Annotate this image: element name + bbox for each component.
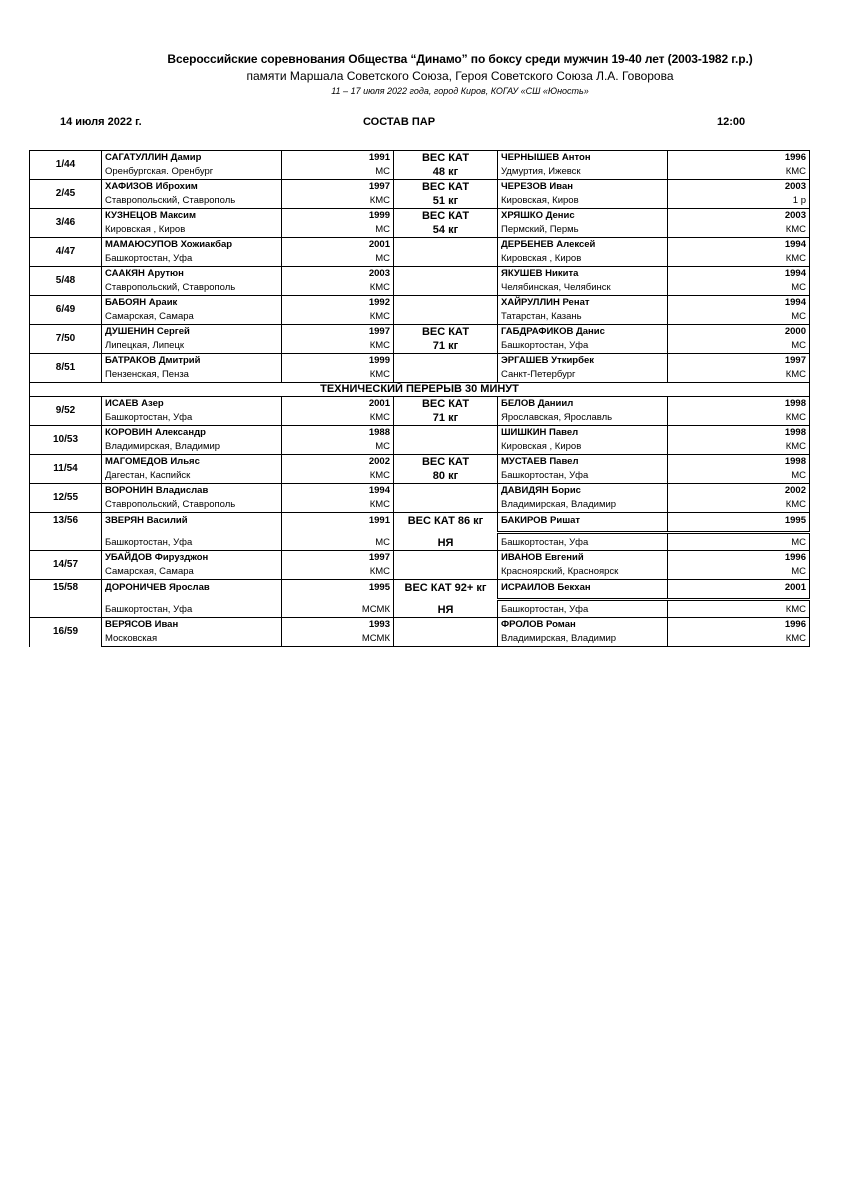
red-corner-year: 1991 [282, 151, 394, 166]
blue-corner-region: Санкт-Петербург [498, 368, 668, 383]
weight-category-value [394, 252, 498, 267]
blue-corner-rank: КМС [668, 632, 810, 647]
blue-corner-rank: КМС [668, 223, 810, 238]
blue-corner-rank: КМС [668, 165, 810, 180]
event-title: Всероссийские соревнования Общества “Динамо” по боксу среди мужчин 19-40 лет (2003-1982 г.р.) [167, 52, 753, 66]
red-corner-region: Самарская, Самара [102, 310, 282, 325]
red-corner-rank: КМС [282, 368, 394, 383]
blue-corner-region: Башкортостан, Уфа [498, 600, 668, 618]
bout-row [30, 618, 810, 633]
bout-row-details [30, 533, 810, 551]
blue-corner-rank: МС [668, 310, 810, 325]
bout-row [30, 580, 810, 600]
blue-corner-region: Башкортостан, Уфа [498, 469, 668, 484]
bout-row-details [30, 368, 810, 383]
red-corner-name: КУЗНЕЦОВ Максим [102, 209, 282, 224]
red-corner-region: Кировская , Киров [102, 223, 282, 238]
bout-number: 16/59 [30, 618, 102, 647]
weight-category-label [394, 618, 498, 633]
weight-category-value: 71 кг [394, 339, 498, 354]
blue-corner-year: 2003 [668, 209, 810, 224]
red-corner-region: Башкортостан, Уфа [102, 600, 282, 618]
red-corner-region: Ставропольский, Ставрополь [102, 194, 282, 209]
red-corner-year: 2001 [282, 238, 394, 253]
blue-corner-name: ИВАНОВ Евгений [498, 551, 668, 566]
blue-corner-region: Пермский, Пермь [498, 223, 668, 238]
blue-corner-year: 1994 [668, 296, 810, 311]
blue-corner-year: 1998 [668, 455, 810, 470]
red-corner-name: МАМАЮСУПОВ Хожиакбар [102, 238, 282, 253]
blue-corner-region: Кировская , Киров [498, 252, 668, 267]
bout-number: 9/52 [30, 397, 102, 426]
weight-category-value: 54 кг [394, 223, 498, 238]
blue-corner-rank: КМС [668, 440, 810, 455]
blue-corner-rank: МС [668, 565, 810, 580]
pairs-table-body [30, 151, 810, 647]
red-corner-name: ХАФИЗОВ Иброхим [102, 180, 282, 195]
weight-category-label: ВЕС КАТ [394, 180, 498, 195]
bout-row-details [30, 339, 810, 354]
weight-category-label: ВЕС КАТ 86 кг [394, 513, 498, 533]
bout-number: 2/45 [30, 180, 102, 209]
weight-category-label [394, 551, 498, 566]
blue-corner-rank: КМС [668, 411, 810, 426]
blue-corner-name: ХАЙРУЛЛИН Ренат [498, 296, 668, 311]
red-corner-rank: МСМК [282, 600, 394, 618]
weight-category-value: НЯ [394, 533, 498, 551]
red-corner-rank: КМС [282, 310, 394, 325]
weight-category-label [394, 354, 498, 369]
blue-corner-name: ЯКУШЕВ Никита [498, 267, 668, 282]
weight-category-value: 80 кг [394, 469, 498, 484]
blue-corner-region: Кировская , Киров [498, 440, 668, 455]
bout-row-details [30, 469, 810, 484]
weight-category-label: ВЕС КАТ [394, 455, 498, 470]
bout-number: 12/55 [30, 484, 102, 513]
weight-category-value [394, 498, 498, 513]
red-corner-name: ИСАЕВ Азер [102, 397, 282, 412]
red-corner-year: 1999 [282, 354, 394, 369]
blue-corner-name: БАКИРОВ Ришат [498, 513, 668, 533]
red-corner-name: БАБОЯН Араик [102, 296, 282, 311]
bout-number: 13/56 [30, 513, 102, 551]
blue-corner-year: 1996 [668, 551, 810, 566]
blue-corner-year: 2003 [668, 180, 810, 195]
bout-row-details [30, 498, 810, 513]
blue-corner-region: Владимирская, Владимир [498, 632, 668, 647]
blue-corner-name: МУСТАЕВ Павел [498, 455, 668, 470]
bout-row [30, 484, 810, 499]
red-corner-name: ДОРОНИЧЕВ Ярослав [102, 580, 282, 600]
bout-row-details [30, 223, 810, 238]
blue-corner-name: ФРОЛОВ Роман [498, 618, 668, 633]
blue-corner-name: ИСРАИЛОВ Бекхан [498, 580, 668, 600]
red-corner-year: 1995 [282, 580, 394, 600]
bout-number: 6/49 [30, 296, 102, 325]
red-corner-year: 1992 [282, 296, 394, 311]
bout-row [30, 325, 810, 340]
red-corner-region: Башкортостан, Уфа [102, 533, 282, 551]
document-title: СОСТАВ ПАР [363, 116, 436, 128]
red-corner-name: МАГОМЕДОВ Ильяс [102, 455, 282, 470]
weight-category-value: 71 кг [394, 411, 498, 426]
red-corner-name: ВОРОНИН Владислав [102, 484, 282, 499]
blue-corner-name: ЭРГАШЕВ Уткирбек [498, 354, 668, 369]
blue-corner-rank: КМС [668, 498, 810, 513]
red-corner-year: 1988 [282, 426, 394, 441]
blue-corner-rank: МС [668, 469, 810, 484]
red-corner-region: Самарская, Самара [102, 565, 282, 580]
bout-row-details [30, 565, 810, 580]
red-corner-region: Липецкая, Липецк [102, 339, 282, 354]
red-corner-name: ЗВЕРЯН Василий [102, 513, 282, 533]
red-corner-rank: КМС [282, 411, 394, 426]
red-corner-rank: МСМК [282, 632, 394, 647]
pairs-table [29, 150, 810, 647]
bout-number: 3/46 [30, 209, 102, 238]
red-corner-rank: МС [282, 533, 394, 551]
red-corner-year: 1994 [282, 484, 394, 499]
bout-number: 11/54 [30, 455, 102, 484]
red-corner-rank: КМС [282, 194, 394, 209]
red-corner-name: БАТРАКОВ Дмитрий [102, 354, 282, 369]
red-corner-rank: КМС [282, 281, 394, 296]
blue-corner-name: БЕЛОВ Даниил [498, 397, 668, 412]
red-corner-rank: КМС [282, 339, 394, 354]
bout-number: 1/44 [30, 151, 102, 180]
bout-row-details [30, 252, 810, 267]
red-corner-rank: МС [282, 252, 394, 267]
blue-corner-year: 1998 [668, 426, 810, 441]
red-corner-year: 1991 [282, 513, 394, 533]
bout-number: 5/48 [30, 267, 102, 296]
blue-corner-rank: МС [668, 281, 810, 296]
bout-row [30, 397, 810, 412]
blue-corner-region: Башкортостан, Уфа [498, 339, 668, 354]
blue-corner-name: ХРЯШКО Денис [498, 209, 668, 224]
red-corner-region: Московская [102, 632, 282, 647]
weight-category-label: ВЕС КАТ [394, 397, 498, 412]
red-corner-rank: КМС [282, 565, 394, 580]
blue-corner-year: 2001 [668, 580, 810, 600]
blue-corner-name: ДАВИДЯН Борис [498, 484, 668, 499]
red-corner-name: ВЕРЯСОВ Иван [102, 618, 282, 633]
weight-category-value [394, 440, 498, 455]
bout-row-details [30, 600, 810, 618]
blue-corner-region: Удмуртия, Ижевск [498, 165, 668, 180]
event-dates-venue: 11 – 17 июля 2022 года, город Киров, КОГАУ «СШ «Юность» [331, 86, 589, 96]
blue-corner-name: ДЕРБЕНЕВ Алексей [498, 238, 668, 253]
red-corner-year: 2003 [282, 267, 394, 282]
bout-row [30, 267, 810, 282]
blue-corner-year: 1996 [668, 618, 810, 633]
weight-category-label [394, 267, 498, 282]
weight-category-value: 48 кг [394, 165, 498, 180]
start-time: 12:00 [717, 116, 746, 128]
red-corner-name: ДУШЕНИН Сергей [102, 325, 282, 340]
bout-date: 14 июля 2022 г. [60, 116, 142, 128]
bout-row [30, 180, 810, 195]
bout-row [30, 455, 810, 470]
red-corner-year: 1999 [282, 209, 394, 224]
blue-corner-region: Ярославская, Ярославль [498, 411, 668, 426]
red-corner-year: 1997 [282, 325, 394, 340]
blue-corner-year: 1994 [668, 267, 810, 282]
bout-row-details [30, 281, 810, 296]
red-corner-region: Ставропольский, Ставрополь [102, 281, 282, 296]
bout-row-details [30, 440, 810, 455]
bout-number: 10/53 [30, 426, 102, 455]
blue-corner-region: Красноярский, Красноярск [498, 565, 668, 580]
bout-number: 8/51 [30, 354, 102, 383]
red-corner-name: УБАЙДОВ Фирузджон [102, 551, 282, 566]
bout-row [30, 151, 810, 166]
weight-category-value [394, 368, 498, 383]
red-corner-rank: КМС [282, 469, 394, 484]
blue-corner-rank: МС [668, 339, 810, 354]
blue-corner-year: 1995 [668, 513, 810, 533]
weight-category-label: ВЕС КАТ 92+ кг [394, 580, 498, 600]
weight-category-label [394, 484, 498, 499]
blue-corner-region: Челябинская, Челябинск [498, 281, 668, 296]
bout-row-details [30, 310, 810, 325]
bout-row [30, 296, 810, 311]
blue-corner-year: 2000 [668, 325, 810, 340]
weight-category-value [394, 310, 498, 325]
weight-category-label [394, 426, 498, 441]
bout-row [30, 513, 810, 533]
weight-category-label: ВЕС КАТ [394, 151, 498, 166]
blue-corner-region: Кировская, Киров [498, 194, 668, 209]
weight-category-label: ВЕС КАТ [394, 325, 498, 340]
bout-number: 15/58 [30, 580, 102, 618]
red-corner-region: Пензенская, Пенза [102, 368, 282, 383]
bout-row [30, 209, 810, 224]
bout-number: 4/47 [30, 238, 102, 267]
blue-corner-rank: МС [668, 533, 810, 551]
event-subtitle: памяти Маршала Советского Союза, Героя Советского Союза Л.А. Говорова [246, 69, 674, 83]
red-corner-rank: МС [282, 223, 394, 238]
blue-corner-name: ГАБДРАФИКОВ Данис [498, 325, 668, 340]
red-corner-year: 1997 [282, 551, 394, 566]
red-corner-name: САГАТУЛЛИН Дамир [102, 151, 282, 166]
blue-corner-year: 1997 [668, 354, 810, 369]
red-corner-rank: МС [282, 440, 394, 455]
blue-corner-rank: КМС [668, 368, 810, 383]
blue-corner-rank: 1 р [668, 194, 810, 209]
technical-break-text: ТЕХНИЧЕСКИЙ ПЕРЕРЫВ 30 МИНУТ [30, 383, 810, 397]
bout-row [30, 551, 810, 566]
red-corner-rank: КМС [282, 498, 394, 513]
technical-break-row [30, 383, 810, 397]
red-corner-region: Дагестан, Каспийск [102, 469, 282, 484]
blue-corner-region: Владимирская, Владимир [498, 498, 668, 513]
weight-category-value: 51 кг [394, 194, 498, 209]
blue-corner-year: 1998 [668, 397, 810, 412]
blue-corner-year: 2002 [668, 484, 810, 499]
red-corner-region: Башкортостан, Уфа [102, 252, 282, 267]
red-corner-name: КОРОВИН Александр [102, 426, 282, 441]
red-corner-year: 1997 [282, 180, 394, 195]
bout-number: 7/50 [30, 325, 102, 354]
bout-row-details [30, 165, 810, 180]
blue-corner-rank: КМС [668, 600, 810, 618]
weight-category-label: ВЕС КАТ [394, 209, 498, 224]
bout-row-details [30, 632, 810, 647]
blue-corner-name: ЧЕРЕЗОВ Иван [498, 180, 668, 195]
red-corner-year: 2002 [282, 455, 394, 470]
weight-category-label [394, 238, 498, 253]
red-corner-region: Ставропольский, Ставрополь [102, 498, 282, 513]
bout-row-details [30, 194, 810, 209]
bout-number: 14/57 [30, 551, 102, 580]
red-corner-year: 2001 [282, 397, 394, 412]
red-corner-year: 1993 [282, 618, 394, 633]
weight-category-value [394, 632, 498, 647]
blue-corner-year: 1996 [668, 151, 810, 166]
weight-category-label [394, 296, 498, 311]
weight-category-value [394, 565, 498, 580]
weight-category-value: НЯ [394, 600, 498, 618]
red-corner-name: СААКЯН Арутюн [102, 267, 282, 282]
blue-corner-rank: КМС [668, 252, 810, 267]
blue-corner-region: Башкортостан, Уфа [498, 533, 668, 551]
blue-corner-name: ЧЕРНЫШЕВ Антон [498, 151, 668, 166]
bout-row-details [30, 411, 810, 426]
blue-corner-name: ШИШКИН Павел [498, 426, 668, 441]
red-corner-region: Башкортостан, Уфа [102, 411, 282, 426]
weight-category-value [394, 281, 498, 296]
bout-row [30, 354, 810, 369]
blue-corner-year: 1994 [668, 238, 810, 253]
red-corner-rank: МС [282, 165, 394, 180]
blue-corner-region: Татарстан, Казань [498, 310, 668, 325]
bout-row [30, 238, 810, 253]
red-corner-region: Владимирская, Владимир [102, 440, 282, 455]
bout-row [30, 426, 810, 441]
red-corner-region: Оренбургская. Оренбург [102, 165, 282, 180]
